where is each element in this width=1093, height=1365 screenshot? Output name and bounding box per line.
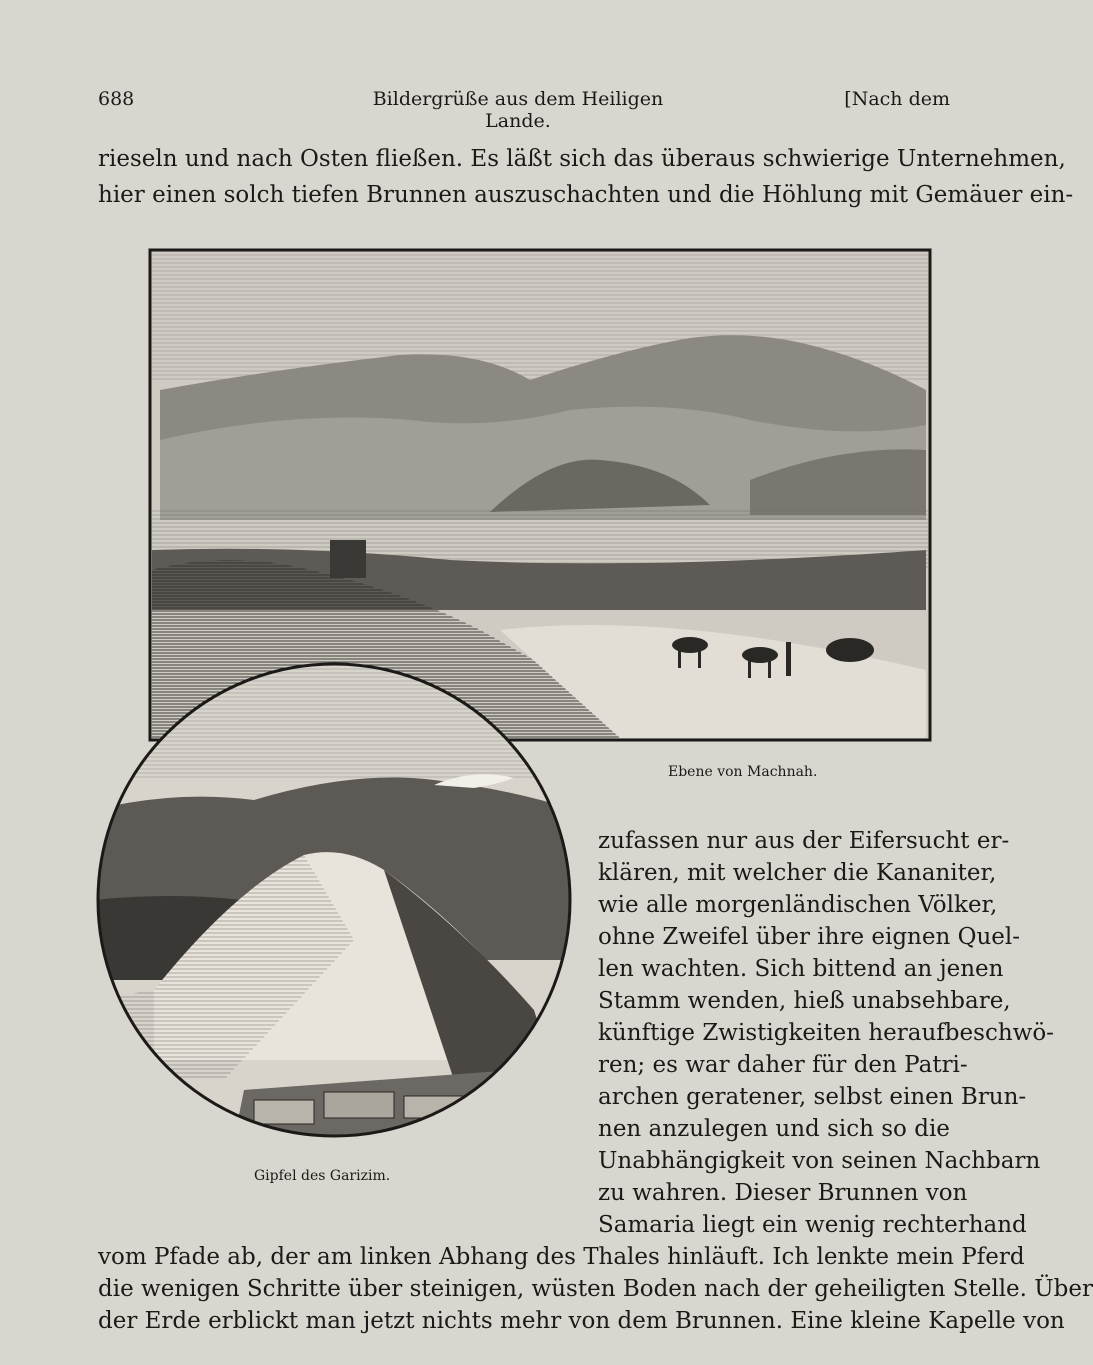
text-line: archen geratener, selbst einen Brun- (598, 1084, 1027, 1110)
running-title: Bildergrüße aus dem Heiligen Lande. (372, 88, 664, 132)
text-line: vom Pfade ab, der am linken Abhang des Thales hinläuft. Ich lenkte mein Pferd (98, 1244, 1025, 1270)
text-line: wie alle morgenländischen Völker, (598, 892, 998, 918)
text-line: klären, mit welcher die Kananiter, (598, 860, 997, 886)
caption-summit: Gipfel des Garizim. (254, 1168, 391, 1184)
running-right: [Nach dem (844, 88, 950, 110)
text-line: rieseln und nach Osten fließen. Es läßt sich das überaus schwierige Unternehmen, (98, 146, 1066, 172)
page-number: 688 (98, 88, 135, 110)
text-line: Unabhängigkeit von seinen Nachbarn (598, 1148, 1041, 1174)
summit-illustration (94, 660, 574, 1140)
text-line: zufassen nur aus der Eifersucht er- (598, 828, 1010, 854)
text-line: ren; es war daher für den Patri- (598, 1052, 968, 1078)
text-line: ohne Zweifel über ihre eignen Quel- (598, 924, 1021, 950)
text-line: zu wahren. Dieser Brunnen von (598, 1180, 968, 1206)
page-header (98, 88, 950, 132)
text-line: nen anzulegen und sich so die (598, 1116, 950, 1142)
text-line: len wachten. Sich bittend an jenen (598, 956, 1004, 982)
text-line: Stamm wenden, hieß unabsehbare, (598, 988, 1011, 1014)
text-line: der Erde erblickt man jetzt nichts mehr von dem Brunnen. Eine kleine Kapelle von (98, 1308, 1065, 1334)
text-line: Samaria liegt ein wenig rechterhand (598, 1212, 1027, 1238)
text-line: die wenigen Schritte über steinigen, wüsten Boden nach der geheiligten Stelle. Über (98, 1276, 1093, 1302)
text-line: künftige Zwistigkeiten heraufbeschwö- (598, 1020, 1054, 1046)
text-line: hier einen solch tiefen Brunnen auszuschachten und die Höhlung mit Gemäuer ein- (98, 182, 1074, 208)
caption-plain: Ebene von Machnah. (668, 764, 818, 780)
